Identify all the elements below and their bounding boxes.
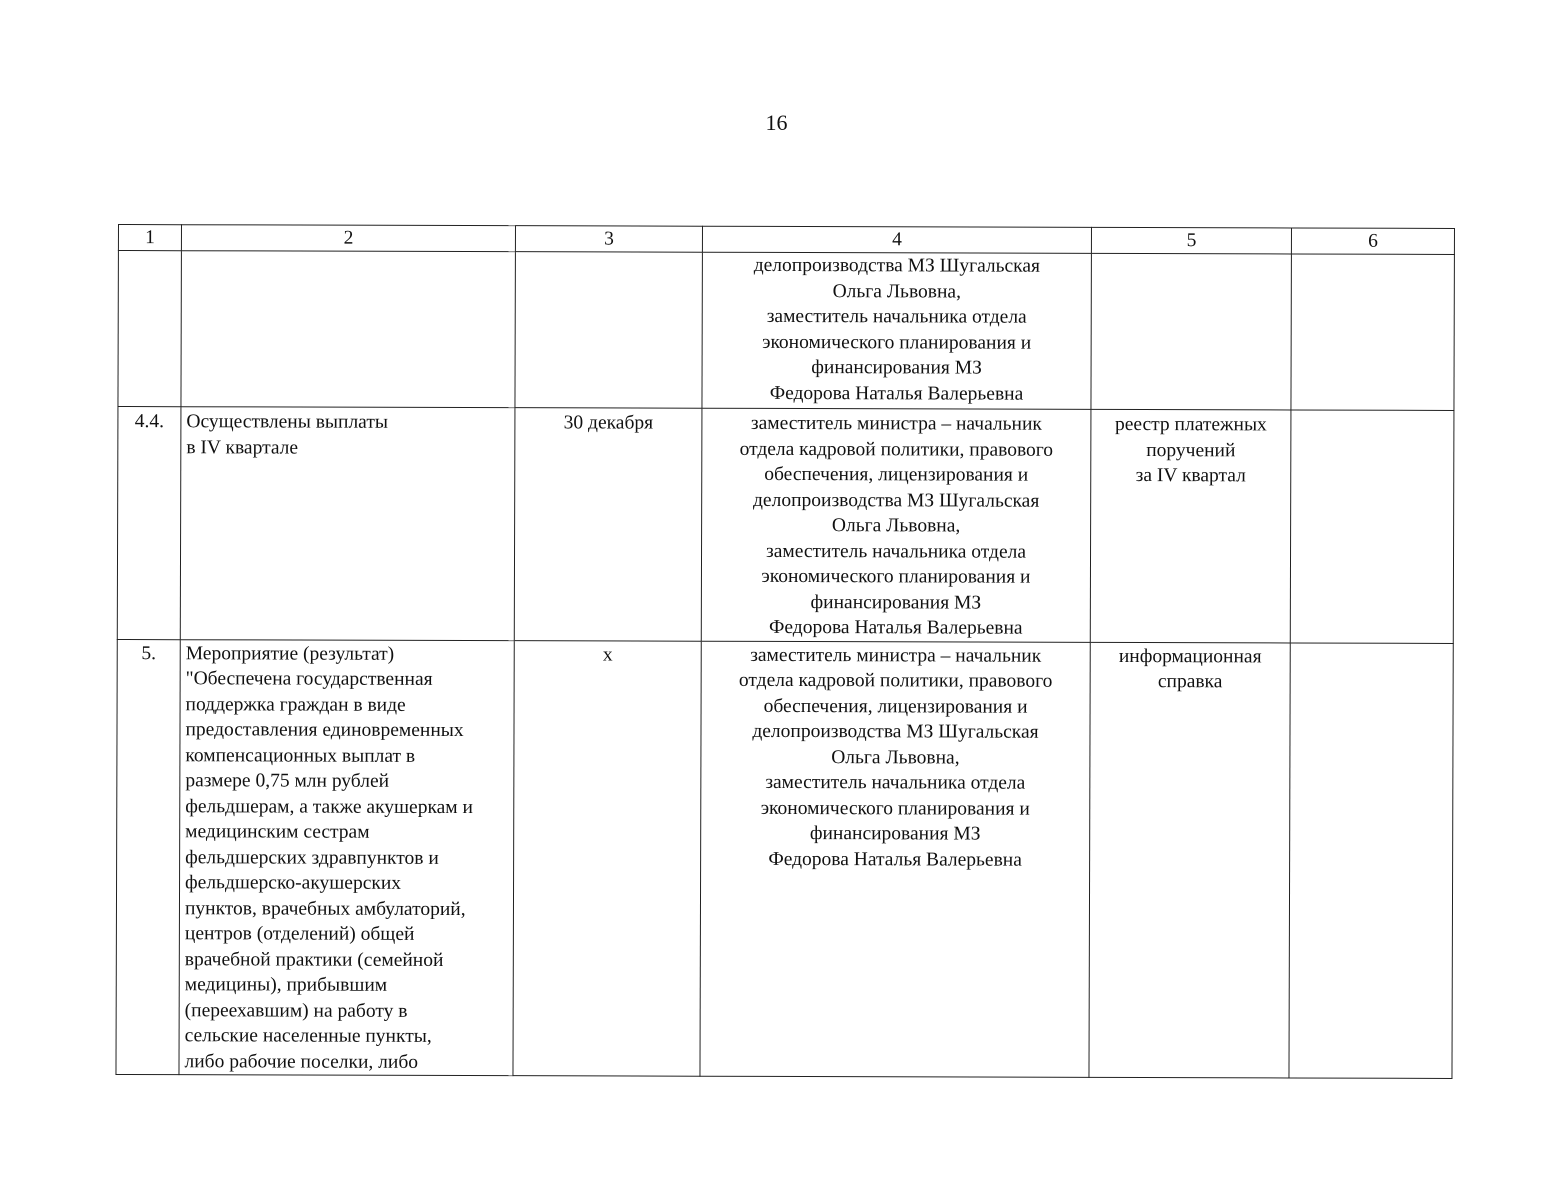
responsible-line: финансирования МЗ [811,357,982,379]
responsible-line: Ольга Львовна, [831,515,961,537]
table-row [117,407,1454,643]
responsible-cell [701,408,1091,642]
table-body [116,225,1455,1079]
page-number: 16 [765,110,788,135]
note-cell [1290,410,1454,643]
document-line: поручений [1146,439,1236,461]
responsible-line: Федорова Наталья Валерьевна [769,382,1024,405]
description-line: либо рабочие поселки, либо [184,1050,419,1073]
description-line: Осуществлены выплаты [186,411,389,433]
deadline-cell [515,252,702,409]
document-line: справка [1157,671,1223,693]
plan-table [115,224,1455,1079]
description-line: медицинским сестрам [185,821,370,843]
description-line: фельдшерам, а также акушеркам и [185,795,473,818]
responsible-line: экономического планирования и [762,331,1032,354]
row-number-cell: 5. [116,639,180,1075]
description-line: размере 0,75 млн рублей [185,770,390,792]
header-col-2: 2 [181,225,515,252]
responsible-line: экономического планирования и [761,565,1031,588]
responsible-line: Федорова Наталья Валерьевна [768,848,1022,871]
responsible-line: делопроизводства МЗ Шугальская [752,489,1040,512]
header-col-1: 1 [118,225,181,251]
document-line: информационная [1118,645,1262,667]
responsible-line: Федорова Наталья Валерьевна [768,616,1023,639]
header-col-5: 5 [1091,227,1291,254]
document-line: за IV квартал [1135,465,1246,487]
document-line: реестр платежных [1114,413,1267,436]
responsible-line: экономического планирования и [760,797,1030,820]
responsible-line: заместитель начальника отдела [766,540,1027,563]
table-row [116,639,1453,1078]
deadline-cell: х [513,640,701,1076]
responsible-cell [702,252,1091,409]
responsible-line: Ольга Львовна, [831,746,960,768]
description-line: Мероприятие (результат) [185,642,395,665]
header-col-6: 6 [1291,228,1454,254]
responsible-line: отдела кадровой политики, правового [739,438,1054,461]
description-cell [180,407,515,640]
description-line: компенсационных выплат в [185,744,416,767]
row-number-cell [118,251,181,407]
responsible-line: обеспечения, лицензирования и [763,695,1028,718]
responsible-line: финансирования МЗ [810,591,982,614]
description-line: врачебной практики (семейной [184,948,444,971]
responsible-line: делопроизводства МЗ Шугальская [752,720,1039,743]
responsible-line: заместитель начальника отдела [765,771,1026,794]
table-header-row [118,225,1454,255]
header-col-4: 4 [702,226,1091,253]
table-row [118,251,1454,411]
description-line: центров (отделений) общей [184,923,415,945]
description-cell [181,251,515,408]
description-line: предоставления единовременных [185,719,464,742]
description-line: в IV квартале [186,436,299,459]
note-cell [1291,254,1454,410]
responsible-line: заместитель начальника отдела [766,305,1027,328]
description-line: (переехавшим) на работу в [184,999,408,1022]
responsible-line: заместитель министра – начальник [750,412,1042,435]
responsible-line: обеспечения, лицензирования и [764,463,1029,486]
header-col-3: 3 [515,226,702,253]
description-line: пунктов, врачебных амбулаторий, [184,897,466,920]
deadline-cell: 30 декабря [514,408,702,641]
document-cell [1090,409,1291,642]
description-line: сельские населенные пункты, [184,1025,432,1047]
description-line: медицины), прибывшим [184,974,388,996]
description-line: фельдшерских здравпунктов и [185,846,439,869]
description-cell [179,639,514,1075]
responsible-line: Ольга Львовна, [832,280,962,303]
responsible-line: отдела кадровой политики, правового [738,669,1053,692]
responsible-line: финансирования МЗ [809,823,981,845]
responsible-cell [700,641,1090,1078]
document-cell [1089,642,1290,1078]
description-line: "Обеспечена государственная [185,668,433,690]
description-line: фельдшерско-акушерских [185,872,402,894]
responsible-line: заместитель министра – начальник [750,644,1042,667]
note-cell [1289,642,1453,1078]
responsible-line: делопроизводства МЗ Шугальская [753,254,1041,277]
description-line: поддержка граждан в виде [185,693,406,716]
row-number-cell: 4.4. [117,407,181,640]
document-cell [1091,253,1291,410]
